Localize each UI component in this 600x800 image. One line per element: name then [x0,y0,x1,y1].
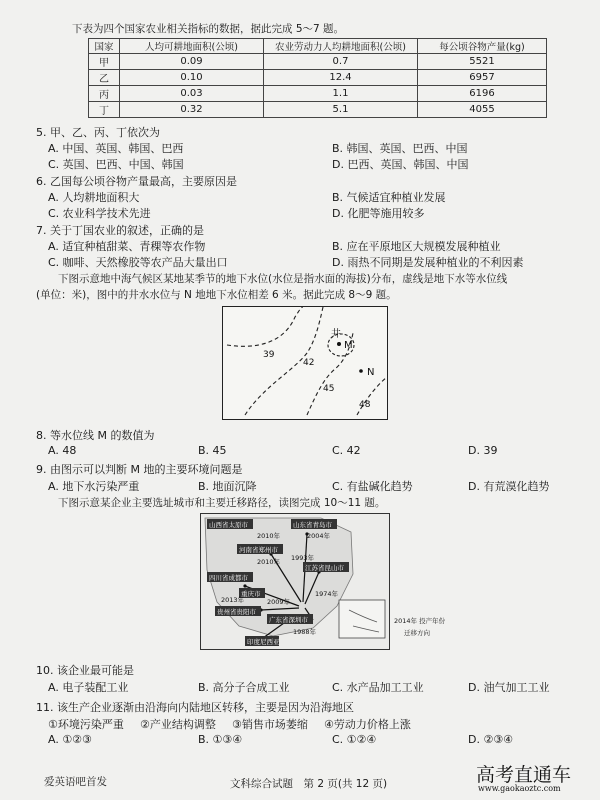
table-row [89,86,547,102]
question-8-option-d[interactable]: D. 39 [468,444,498,457]
question-9-option-b[interactable]: B. 地面沉降 [198,480,257,493]
question-8-option-a[interactable]: A. 48 [48,444,77,457]
table-row [89,70,547,86]
question-10-option-b[interactable]: B. 高分子合成工业 [198,681,290,694]
table-cell: 1.1 [264,86,418,102]
question-9-option-a[interactable]: A. 地下水污染严重 [48,480,140,493]
table-cell: 0.03 [120,86,264,102]
question-7-option-b[interactable]: B. 应在平原地区大规模发展种植业 [332,240,501,253]
contour-value-39: 39 [263,350,275,360]
table-header: 人均可耕地面积(公顷) [120,39,264,54]
table-header: 农业劳动力人均耕地面积(公顷) [264,39,418,54]
question-5-stem: 5. 甲、乙、丙、丁依次为 [36,126,160,139]
table-header-row [89,39,547,54]
intro-text-2-line-1: 下图示意地中海气候区某地某季节的地下水位(水位是指水面的海拔)分布，虚线是地下水等水位线 [58,273,508,285]
table-cell: 5.1 [264,102,418,118]
city-label-shenzhen: 广东省深圳市 [269,616,308,624]
table-row [89,102,547,118]
question-5-option-a[interactable]: A. 中国、英国、韩国、巴西 [48,142,184,155]
table-cell: 丙 [89,86,120,102]
table-cell: 0.7 [264,54,418,70]
question-11-item-1: ①环境污染严重 [48,718,124,731]
question-11-item-2: ②产业结构调整 [140,718,216,731]
enterprise-migration-map [200,513,390,650]
year-label: 2013年 [221,596,245,604]
question-10-option-a[interactable]: A. 电子装配工业 [48,681,129,694]
well-label: 井 [331,329,341,340]
m-label: M [344,340,353,351]
question-9-option-c[interactable]: C. 有盐碱化趋势 [332,480,413,493]
table-row [89,54,547,70]
agriculture-table [88,38,547,118]
question-11-stem: 11. 该生产企业逐渐由沿海向内陆地区转移，主要是因为沿海地区 [36,701,354,714]
question-10-stem: 10. 该企业最可能是 [36,664,134,677]
question-7-option-d[interactable]: D. 雨热不同期是发展种植业的不利因素 [332,256,524,269]
n-label: N [367,367,375,378]
question-5-option-b[interactable]: B. 韩国、英国、巴西、中国 [332,142,468,155]
question-11-option-c[interactable]: C. ①②④ [332,733,377,746]
map-legend-year: 2014年 投产年份 [394,617,446,625]
question-11-option-d[interactable]: D. ②③④ [468,733,514,746]
groundwater-contour-map [222,306,388,420]
arrow-head [243,584,246,587]
well-point [337,342,341,346]
city-label-zhengzhou: 河南省郑州市 [239,546,278,554]
table-cell: 5521 [418,54,547,70]
migration-map-drawing [201,514,389,649]
table-header: 国家 [89,39,120,54]
city-label-taiyuan: 山西省太原市 [209,521,248,529]
city-label-qingdao: 山东省青岛市 [293,521,332,529]
page-number: 文科综合试题 第 2 页(共 12 页) [230,778,388,790]
city-label-guiyang: 贵州省贵阳市 [217,608,256,616]
city-label-chengdu: 四川省成都市 [209,574,248,582]
footer-source-label: 爱英语吧首发 [44,776,107,788]
question-11-option-a[interactable]: A. ①②③ [48,733,92,746]
question-5-option-d[interactable]: D. 巴西、英国、韩国、中国 [332,158,469,171]
table-cell: 丁 [89,102,120,118]
year-label: 1988年 [293,628,317,636]
contour-map-drawing [223,307,387,419]
table-cell: 6196 [418,86,547,102]
question-11-item-4: ④劳动力价格上涨 [324,718,411,731]
table-cell: 甲 [89,54,120,70]
question-6-stem: 6. 乙国每公顷谷物产量最高，主要原因是 [36,175,237,188]
watermark-logo-text: 高考直通车 [476,764,572,786]
question-6-option-b[interactable]: B. 气候适宜种植业发展 [332,191,446,204]
intro-text-2-line-2: (单位：米)，图中的井水水位与 N 地地下水位相差 6 米。据此完成 8～9 题。 [36,289,397,301]
question-6-option-c[interactable]: C. 农业科学技术先进 [48,207,151,220]
table-cell: 乙 [89,70,120,86]
contour-line-39 [227,307,303,346]
point-n [359,369,363,373]
contour-value-45: 45 [323,384,335,394]
question-8-option-c[interactable]: C. 42 [332,444,361,457]
question-7-option-a[interactable]: A. 适宜种植甜菜、青稞等农作物 [48,240,206,253]
question-10-option-c[interactable]: C. 水产品加工工业 [332,681,424,694]
year-label: 1974年 [315,590,339,598]
table-cell: 12.4 [264,70,418,86]
question-7-option-c[interactable]: C. 咖啡、天然橡胶等农产品大量出口 [48,256,228,269]
table-cell: 0.32 [120,102,264,118]
year-label: 2004年 [307,532,331,540]
contour-value-42: 42 [303,358,315,368]
city-label-indonesia: 印度尼西亚 [247,638,280,646]
year-label: 2009年 [267,598,291,606]
table-header: 每公顷谷物产量(kg) [418,39,547,54]
year-label: 2010年 [257,532,281,540]
question-8-option-b[interactable]: B. 45 [198,444,227,457]
table-cell: 0.09 [120,54,264,70]
table-cell: 0.10 [120,70,264,86]
question-9-option-d[interactable]: D. 有荒漠化趋势 [468,480,550,493]
question-9-stem: 9. 由图示可以判断 M 地的主要环境问题是 [36,463,243,476]
inset-map-box [339,600,385,638]
intro-text-3: 下图示意某企业主要选址城市和主要迁移路径，读图完成 10～11 题。 [58,497,386,509]
watermark-url: www.gaokaoztc.com [478,784,561,793]
map-legend-direction: 迁移方向 [404,629,430,637]
question-10-option-d[interactable]: D. 油气加工工业 [468,681,550,694]
contour-value-48: 48 [359,400,371,410]
question-7-stem: 7. 关于丁国农业的叙述，正确的是 [36,224,204,237]
table-cell: 4055 [418,102,547,118]
question-11-item-3: ③销售市场萎缩 [232,718,308,731]
question-5-option-c[interactable]: C. 英国、巴西、中国、韩国 [48,158,184,171]
question-11-option-b[interactable]: B. ①③④ [198,733,243,746]
intro-text-1: 下表为四个国家农业相关指标的数据，据此完成 5～7 题。 [72,23,345,35]
question-6-option-d[interactable]: D. 化肥等施用较多 [332,207,425,220]
year-label: 1993年 [291,554,315,562]
question-6-option-a[interactable]: A. 人均耕地面积大 [48,191,140,204]
question-8-stem: 8. 等水位线 M 的数值为 [36,429,155,442]
city-label-kunshan: 江苏省昆山市 [305,564,344,572]
year-label: 2010年 [257,558,281,566]
city-label-chongqing: 重庆市 [241,590,261,598]
table-cell: 6957 [418,70,547,86]
